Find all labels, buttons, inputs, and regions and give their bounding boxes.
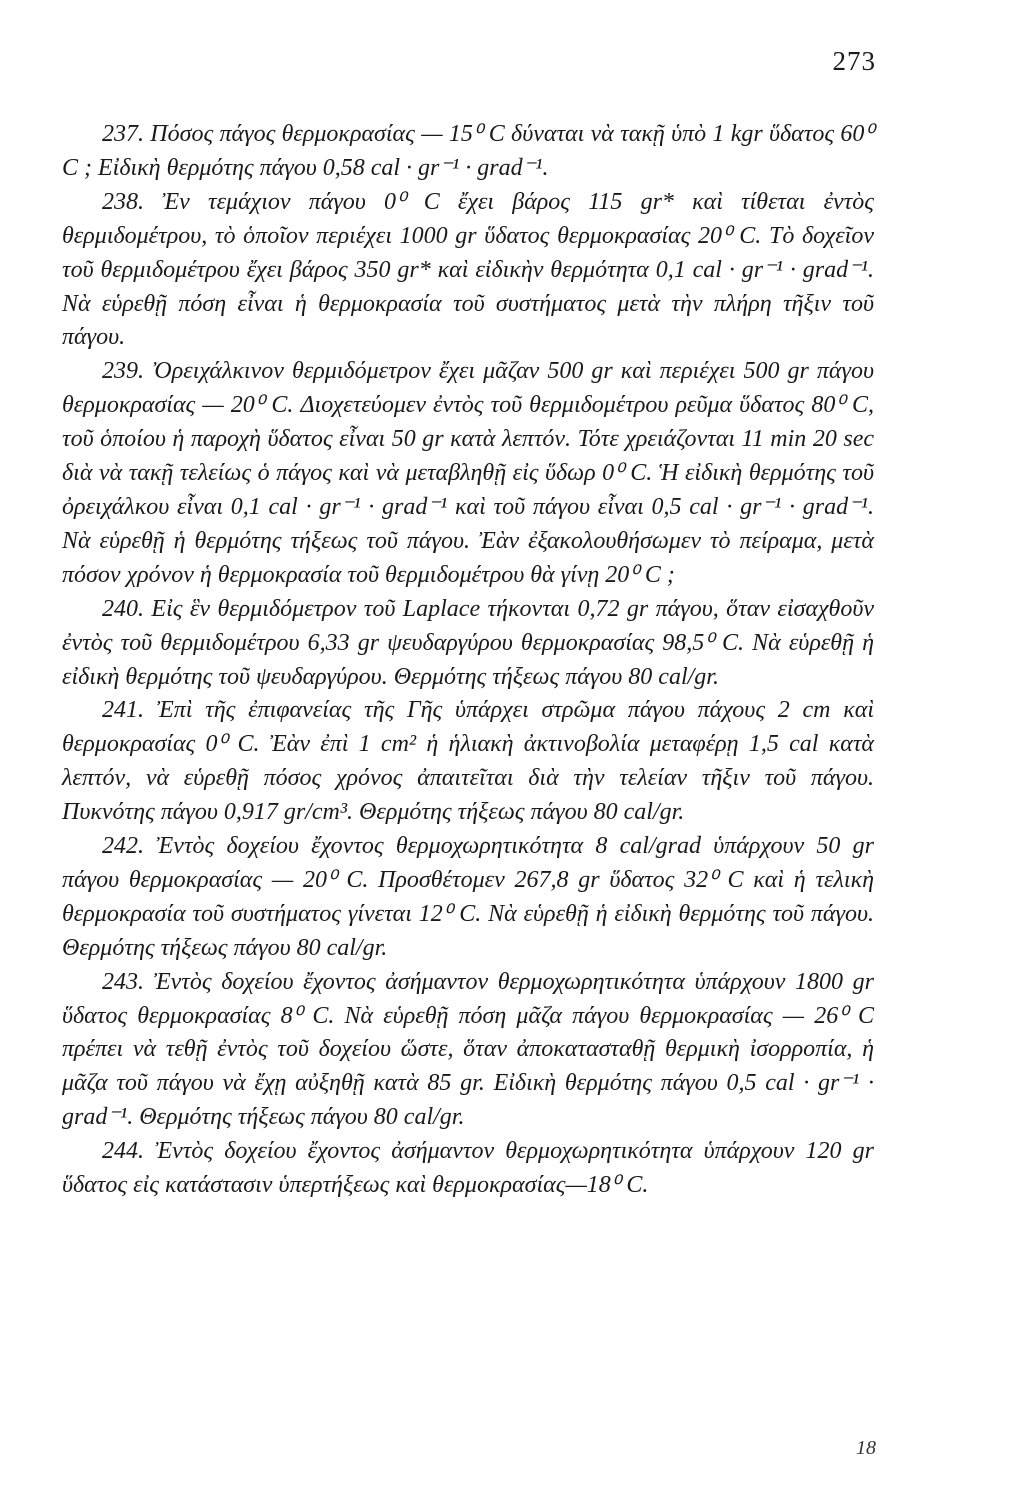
problem-238	[62, 186, 874, 356]
problem-241	[62, 694, 874, 830]
problem-number: 240.	[102, 595, 144, 622]
problem-text: Ἐντὸς δοχείου ἔχοντος ἀσήμαντον θερμοχωρητικότητα ὑπάρχουν 1800 gr ὕδατος θερμοκρασίας 8⁰ C. Νὰ εὑρεθῇ πόση μᾶζα πάγου θερμοκρασίας — 26⁰ C πρέπει νὰ τεθῇ ἐντὸς τοῦ δοχείου ὥστε, ὅταν ἀποκατασταθῇ θερμικὴ ἰσορροπία, ἡ μᾶζα τοῦ πάγου νὰ ἔχῃ αὐξηθῇ κατὰ 85 gr. Εἰδικὴ θερμότης πάγου 0,5 cal · gr⁻¹ · grad⁻¹. Θερμότης τήξεως πάγου 80 cal/gr.	[62, 968, 875, 1131]
problem-239	[62, 355, 874, 592]
problem-text: Ὀρειχάλκινον θερμιδόμετρον ἔχει μᾶζαν 500 gr καὶ περιέχει 500 gr πάγου θερμοκρασίας — 20⁰ C. Διοχετεύομεν ἐντὸς τοῦ θερμιδομέτρου ρεῦμα ὕδατος 80⁰ C, τοῦ ὁποίου ἡ παροχὴ ὕδατος εἶναι 50 gr κατὰ λεπτόν. Τότε χρειάζονται 11 min 20 sec διὰ νὰ τακῇ τελείως ὁ πάγος καὶ νὰ μεταβληθῇ εἰς ὕδωρ 0⁰ C. Ἡ εἰδικὴ θερμότης τοῦ ὀρειχάλκου εἶναι 0,1 cal · gr⁻¹ · grad⁻¹ καὶ τοῦ πάγου εἶναι 0,5 cal · gr⁻¹ · grad⁻¹. Νὰ εὑρεθῇ ἡ θερμότης τήξεως τοῦ πάγου. Ἐὰν ἐξακολουθήσωμεν τὸ πείραμα, μετὰ πόσον χρόνον ἡ θερμοκρασία τοῦ θερμιδομέτρου θὰ γίνῃ 20⁰ C ;	[62, 358, 874, 588]
signature-mark: 18	[856, 1437, 876, 1459]
problem-242	[62, 830, 874, 966]
problem-237	[62, 118, 874, 186]
problem-244	[62, 1135, 874, 1203]
problem-text: Εἰς ἓν θερμιδόμετρον τοῦ Laplace τήκονται 0,72 gr πάγου, ὅταν εἰσαχθοῦν ἐντὸς τοῦ θερμιδομέτρου 6,33 gr ψευδαργύρου θερμοκρασίας 98,5⁰ C. Νὰ εὑρεθῇ ἡ εἰδικὴ θερμότης τοῦ ψευδαργύρου. Θερμότης τήξεως πάγου 80 cal/gr.	[62, 595, 875, 690]
problem-number: 238.	[102, 188, 144, 215]
problem-number: 237.	[102, 121, 144, 147]
problem-list	[62, 118, 874, 1203]
problem-text: Πόσος πάγος θερμοκρασίας — 15⁰ C δύναται νὰ τακῇ ὑπὸ 1 kgr ὕδατος 60⁰ C ; Εἰδικὴ θερμότης πάγου 0,58 cal · gr⁻¹ · grad⁻¹.	[62, 121, 874, 181]
page-number: 273	[832, 46, 876, 76]
problem-number: 239.	[102, 358, 144, 385]
problem-number: 244.	[102, 1138, 144, 1165]
problem-number: 243.	[102, 968, 144, 995]
problem-text: Ἐντὸς δοχείου ἔχοντος ἀσήμαντον θερμοχωρητικότητα ὑπάρχουν 120 gr ὕδατος εἰς κατάστασιν ὑπερτήξεως καὶ θερμοκρασίας—18⁰ C.	[62, 1138, 875, 1199]
problem-number: 242.	[102, 833, 144, 860]
problem-text: Ἐπὶ τῆς ἐπιφανείας τῆς Γῆς ὑπάρχει στρῶμα πάγου πάχους 2 cm καὶ θερμοκρασίας 0⁰ C. Ἐὰν ἐπὶ 1 cm² ἡ ἡλιακὴ ἀκτινοβολία μεταφέρῃ 1,5 cal κατὰ λεπτόν, νὰ εὑρεθῇ πόσος χρόνος ἀπαιτεῖται διὰ τὴν τελείαν τῆξιν τοῦ πάγου. Πυκνότης πάγου 0,917 gr/cm³. Θερμότης τήξεως πάγου 80 cal/gr.	[62, 697, 875, 826]
problem-number: 241.	[102, 697, 144, 724]
problem-text: Ἐν τεμάχιον πάγου 0⁰ C ἔχει βάρος 115 gr* καὶ τίθεται ἐντὸς θερμιδομέτρου, τὸ ὁποῖον περιέχει 1000 gr ὕδατος θερμοκρασίας 20⁰ C. Τὸ δοχεῖον τοῦ θερμιδομέτρου ἔχει βάρος 350 gr* καὶ εἰδικὴν θερμότητα 0,1 cal · gr⁻¹ · grad⁻¹. Νὰ εὑρεθῇ πόση εἶναι ἡ θερμοκρασία τοῦ συστήματος μετὰ τὴν πλήρη τῆξιν τοῦ πάγου.	[62, 188, 875, 351]
problem-text: Ἐντὸς δοχείου ἔχοντος θερμοχωρητικότητα 8 cal/grad ὑπάρχουν 50 gr πάγου θερμοκρασίας — 20⁰ C. Προσθέτομεν 267,8 gr ὕδατος 32⁰ C καὶ ἡ τελικὴ θερμοκρασία τοῦ συστήματος γίνεται 12⁰ C. Νὰ εὑρεθῇ ἡ εἰδικὴ θερμότης τοῦ πάγου. Θερμότης τήξεως πάγου 80 cal/gr.	[62, 833, 874, 961]
problem-240	[62, 593, 874, 695]
problem-243	[62, 966, 874, 1136]
